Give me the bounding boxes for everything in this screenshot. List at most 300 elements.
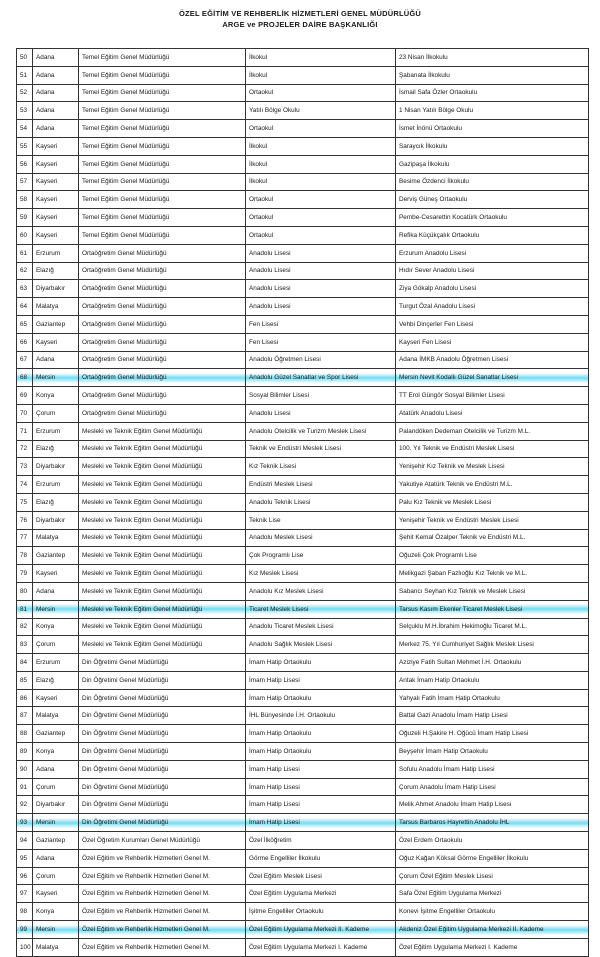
school-type-cell: Sosyal Bilimler Lisesi [246,387,396,405]
row-number-cell: 82 [17,618,33,636]
directorate-cell: Özel Eğitim ve Rehberlik Hizmetleri Genel M. [79,903,246,921]
school-type-cell: İlkokul [246,66,396,84]
school-type-cell: Ortaokul [246,84,396,102]
school-name-cell: Atatürk Anadolu Lisesi [396,404,589,422]
table-row [17,244,589,262]
city-cell: Diyarbakır [33,458,79,476]
row-number-cell: 90 [17,760,33,778]
directorate-cell: Temel Eğitim Genel Müdürlüğü [79,173,246,191]
row-number-cell: 61 [17,244,33,262]
city-cell: Adana [33,49,79,67]
school-name-cell: Hıdır Sever Anadolu Lisesi [396,262,589,280]
school-type-cell: Anadolu Öğretmen Lisesi [246,351,396,369]
directorate-cell: Mesleki ve Teknik Eğitim Genel Müdürlüğü [79,422,246,440]
school-type-cell: İmam Hatip Lisesi [246,760,396,778]
row-number-cell: 63 [17,280,33,298]
city-cell: Gaziantep [33,832,79,850]
row-number-cell: 64 [17,298,33,316]
city-cell: Gaziantep [33,315,79,333]
city-cell: Mersin [33,921,79,939]
city-cell: Elazığ [33,671,79,689]
row-number-cell: 75 [17,493,33,511]
row-number-cell: 68 [17,369,33,387]
row-number-cell: 52 [17,84,33,102]
directorate-cell: Temel Eğitim Genel Müdürlüğü [79,66,246,84]
school-type-cell: İmam Hatip Ortaokulu [246,689,396,707]
school-name-cell: Derviş Güneş Ortaokulu [396,191,589,209]
table-row [17,298,589,316]
school-name-cell: Melikgazi Şaban Fazlıoğlu Kız Teknik ve M.L. [396,565,589,583]
table-row [17,155,589,173]
city-cell: Erzurum [33,422,79,440]
school-name-cell: TT Erol Güngör Sosyal Bilimler Lisesi [396,387,589,405]
table-row [17,778,589,796]
school-type-cell: İmam Hatip Ortaokulu [246,654,396,672]
directorate-cell: Mesleki ve Teknik Eğitim Genel Müdürlüğü [79,582,246,600]
table-row [17,458,589,476]
city-cell: Malatya [33,529,79,547]
directorate-cell: Özel Eğitim ve Rehberlik Hizmetleri Genel M. [79,885,246,903]
table-row [17,137,589,155]
row-number-cell: 81 [17,600,33,618]
city-cell: Mersin [33,600,79,618]
school-name-cell: 1 Nisan Yatılı Bölge Okulu [396,102,589,120]
header-department-title: ARGE ve PROJELER DAİRE BAŞKANLIĞI [222,20,378,29]
school-type-cell: Anadolu Otelcilik ve Turizm Meslek Lisesi [246,422,396,440]
row-number-cell: 100 [17,938,33,956]
table-row [17,938,589,956]
table-row [17,173,589,191]
directorate-cell: Din Öğretimi Genel Müdürlüğü [79,654,246,672]
row-number-cell: 97 [17,885,33,903]
row-number-cell: 69 [17,387,33,405]
city-cell: Elazığ [33,262,79,280]
school-type-cell: Özel Eğitim Uygulama Merkezi II. Kademe [246,921,396,939]
row-number-cell: 99 [17,921,33,939]
table-row [17,315,589,333]
directorate-cell: Mesleki ve Teknik Eğitim Genel Müdürlüğü [79,511,246,529]
directorate-cell: Özel Eğitim ve Rehberlik Hizmetleri Genel M. [79,849,246,867]
row-number-cell: 96 [17,867,33,885]
school-type-cell: Ortaokul [246,209,396,227]
table-row [17,867,589,885]
table-row [17,582,589,600]
school-name-cell: Yenişehir Kız Teknik ve Meslek Lisesi [396,458,589,476]
city-cell: Adana [33,849,79,867]
table-row [17,262,589,280]
directorate-cell: Temel Eğitim Genel Müdürlüğü [79,102,246,120]
school-type-cell: Fen Lisesi [246,333,396,351]
school-name-cell: Safa Özel Eğitim Uygulama Merkezi [396,885,589,903]
table-row [17,440,589,458]
school-type-cell: Yatılı Bölge Okulu [246,102,396,120]
school-type-cell: İmam Hatip Lisesi [246,671,396,689]
school-type-cell: İmam Hatip Ortaokulu [246,743,396,761]
directorate-cell: Temel Eğitim Genel Müdürlüğü [79,226,246,244]
city-cell: Malatya [33,298,79,316]
city-cell: Kayseri [33,191,79,209]
table-row [17,636,589,654]
directorate-cell: Mesleki ve Teknik Eğitim Genel Müdürlüğü [79,565,246,583]
school-type-cell: Özel Eğitim Uygulama Merkezi I. Kademe [246,938,396,956]
school-name-cell: Antak İmam Hatip Ortaokulu [396,671,589,689]
city-cell: Kayseri [33,226,79,244]
school-name-cell: Aziziye Fatih Sultan Mehmet İ.H. Ortaokulu [396,654,589,672]
school-type-cell: Anadolu Meslek Lisesi [246,529,396,547]
directorate-cell: Ortaöğretim Genel Müdürlüğü [79,315,246,333]
city-cell: Adana [33,66,79,84]
school-type-cell: Teknik ve Endüstri Meslek Lisesi [246,440,396,458]
school-name-cell: Sofulu Anadolu İmam Hatip Lisesi [396,760,589,778]
school-type-cell: Ticaret Meslek Lisesi [246,600,396,618]
row-number-cell: 94 [17,832,33,850]
directorate-cell: Özel Eğitim ve Rehberlik Hizmetleri Genel M. [79,867,246,885]
directorate-cell: Özel Eğitim ve Rehberlik Hizmetleri Genel M. [79,921,246,939]
row-number-cell: 66 [17,333,33,351]
school-name-cell: Özel Eğitim Uygulama Merkezi I. Kademe [396,938,589,956]
school-name-cell: Palu Kız Teknik ve Meslek Lisesi [396,493,589,511]
city-cell: Adana [33,84,79,102]
city-cell: Malatya [33,938,79,956]
directorate-cell: Mesleki ve Teknik Eğitim Genel Müdürlüğü [79,493,246,511]
directorate-cell: Din Öğretimi Genel Müdürlüğü [79,725,246,743]
city-cell: Malatya [33,707,79,725]
city-cell: Mersin [33,814,79,832]
table-row [17,102,589,120]
table-row [17,404,589,422]
table-row [17,529,589,547]
row-number-cell: 59 [17,209,33,227]
city-cell: Konya [33,387,79,405]
city-cell: Konya [33,618,79,636]
directorate-cell: Mesleki ve Teknik Eğitim Genel Müdürlüğü [79,458,246,476]
table-row [17,707,589,725]
city-cell: Çorum [33,867,79,885]
school-name-cell: 23 Nisan İlkokulu [396,49,589,67]
row-number-cell: 74 [17,476,33,494]
school-name-cell: İsmet İnönü Ortaokulu [396,120,589,138]
table-row [17,618,589,636]
table-row [17,671,589,689]
row-number-cell: 77 [17,529,33,547]
row-number-cell: 98 [17,903,33,921]
row-number-cell: 89 [17,743,33,761]
school-type-cell: Anadolu Sağlık Meslek Lisesi [246,636,396,654]
directorate-cell: Temel Eğitim Genel Müdürlüğü [79,209,246,227]
school-name-cell: Saraycık İlkokulu [396,137,589,155]
directorate-cell: Din Öğretimi Genel Müdürlüğü [79,778,246,796]
school-type-cell: Anadolu Lisesi [246,298,396,316]
directorate-cell: Mesleki ve Teknik Eğitim Genel Müdürlüğü [79,547,246,565]
school-name-cell: Akdeniz Özel Eğitim Uygulama Merkezi II. Kademe [396,921,589,939]
directorate-cell: Mesleki ve Teknik Eğitim Genel Müdürlüğü [79,618,246,636]
row-number-cell: 80 [17,582,33,600]
city-cell: Gaziantep [33,547,79,565]
city-cell: Kayseri [33,885,79,903]
school-type-cell: Görme Engelliler İlkokulu [246,849,396,867]
school-name-cell: Çorum Anadolu İmam Hatip Lisesi [396,778,589,796]
school-name-cell: Özel Erdem Ortaokulu [396,832,589,850]
school-type-cell: İmam Hatip Ortaokulu [246,725,396,743]
city-cell: Kayseri [33,333,79,351]
table-row [17,333,589,351]
school-name-cell: Yakutiye Atatürk Teknik ve Endüstri M.L. [396,476,589,494]
table-row [17,511,589,529]
row-number-cell: 51 [17,66,33,84]
row-number-cell: 55 [17,137,33,155]
city-cell: Çorum [33,778,79,796]
directorate-cell: Din Öğretimi Genel Müdürlüğü [79,707,246,725]
school-name-cell: Şabanata İlkokulu [396,66,589,84]
city-cell: Gaziantep [33,725,79,743]
row-number-cell: 71 [17,422,33,440]
school-name-cell: Adana İMKB Anadolu Öğretmen Lisesi [396,351,589,369]
city-cell: Adana [33,102,79,120]
directorate-cell: Mesleki ve Teknik Eğitim Genel Müdürlüğü [79,529,246,547]
row-number-cell: 53 [17,102,33,120]
city-cell: Çorum [33,636,79,654]
school-type-cell: Fen Lisesi [246,315,396,333]
school-name-cell: Melik Ahmet Anadolu İmam Hatip Lisesi [396,796,589,814]
school-type-cell: Ortaokul [246,191,396,209]
directorate-cell: Ortaöğretim Genel Müdürlüğü [79,387,246,405]
directorate-cell: Din Öğretimi Genel Müdürlüğü [79,760,246,778]
table-row-highlighted [17,921,589,939]
school-name-cell: Sabancı Seyhan Kız Teknik ve Meslek Lisesi [396,582,589,600]
city-cell: Mersin [33,369,79,387]
city-cell: Kayseri [33,137,79,155]
city-cell: Konya [33,743,79,761]
city-cell: Kayseri [33,209,79,227]
row-number-cell: 92 [17,796,33,814]
directorate-cell: Ortaöğretim Genel Müdürlüğü [79,333,246,351]
school-name-cell: Oğuzeli Çok Programlı Lise [396,547,589,565]
table-row [17,547,589,565]
table-row [17,493,589,511]
city-cell: Kayseri [33,689,79,707]
table-row [17,654,589,672]
table-row [17,209,589,227]
row-number-cell: 85 [17,671,33,689]
table-row-highlighted [17,600,589,618]
school-type-cell: İmam Hatip Lisesi [246,814,396,832]
directorate-cell: Temel Eğitim Genel Müdürlüğü [79,137,246,155]
row-number-cell: 56 [17,155,33,173]
table-row [17,832,589,850]
school-name-cell: Vehbi Dinçerler Fen Lisesi [396,315,589,333]
city-cell: Adana [33,120,79,138]
table-row [17,351,589,369]
school-name-cell: 100. Yıl Teknik ve Endüstri Meslek Lisesi [396,440,589,458]
school-type-cell: Kız Teknik Lisesi [246,458,396,476]
row-number-cell: 87 [17,707,33,725]
directorate-cell: Ortaöğretim Genel Müdürlüğü [79,244,246,262]
school-name-cell: Battal Gazi Anadolu İmam Hatip Lisesi [396,707,589,725]
table-row [17,280,589,298]
table-row [17,387,589,405]
row-number-cell: 62 [17,262,33,280]
school-name-cell: İsmail Safa Özler Ortaokulu [396,84,589,102]
row-number-cell: 67 [17,351,33,369]
city-cell: Kayseri [33,565,79,583]
directorate-cell: Ortaöğretim Genel Müdürlüğü [79,262,246,280]
row-number-cell: 72 [17,440,33,458]
city-cell: Elazığ [33,440,79,458]
directorate-cell: Ortaöğretim Genel Müdürlüğü [79,298,246,316]
city-cell: Çorum [33,404,79,422]
table-row [17,49,589,67]
city-cell: Diyarbakır [33,796,79,814]
school-name-cell: Refika Küçükçalık Ortaokulu [396,226,589,244]
city-cell: Erzurum [33,244,79,262]
city-cell: Erzurum [33,654,79,672]
directorate-cell: Temel Eğitim Genel Müdürlüğü [79,191,246,209]
directorate-cell: Din Öğretimi Genel Müdürlüğü [79,689,246,707]
row-number-cell: 79 [17,565,33,583]
school-name-cell: Erzurum Anadolu Lisesi [396,244,589,262]
table-row [17,66,589,84]
row-number-cell: 60 [17,226,33,244]
school-name-cell: Tarsus Kasım Ekenler Ticaret Meslek Lisesi [396,600,589,618]
directorate-cell: Din Öğretimi Genel Müdürlüğü [79,814,246,832]
school-name-cell: Oğuz Kağan Köksal Görme Engelliler İlkokulu [396,849,589,867]
row-number-cell: 78 [17,547,33,565]
city-cell: Adana [33,582,79,600]
school-name-cell: Palandöken Dedeman Otelcilik ve Turizm M.L. [396,422,589,440]
city-cell: Konya [33,903,79,921]
directorate-cell: Mesleki ve Teknik Eğitim Genel Müdürlüğü [79,476,246,494]
school-name-cell: Oğuzeli H.Şakire H. Oğücü İmam Hatip Lisesi [396,725,589,743]
school-name-cell: Kayseri Fen Lisesi [396,333,589,351]
school-type-cell: İlkokul [246,173,396,191]
row-number-cell: 88 [17,725,33,743]
school-name-cell: Gazipaşa İlkokulu [396,155,589,173]
schools-table [16,48,589,957]
city-cell: Kayseri [33,173,79,191]
directorate-cell: Temel Eğitim Genel Müdürlüğü [79,120,246,138]
table-row [17,760,589,778]
directorate-cell: Mesleki ve Teknik Eğitim Genel Müdürlüğü [79,440,246,458]
directorate-cell: Temel Eğitim Genel Müdürlüğü [79,49,246,67]
schools-table-body [17,49,589,957]
row-number-cell: 84 [17,654,33,672]
row-number-cell: 70 [17,404,33,422]
school-type-cell: Teknik Lise [246,511,396,529]
school-name-cell: Şehit Kemal Özalper Teknik ve Endüstri M.L. [396,529,589,547]
school-name-cell: Ziya Gökalp Anadolu Lisesi [396,280,589,298]
school-type-cell: Özel Eğitim Uygulama Merkezi [246,885,396,903]
city-cell: Elazığ [33,493,79,511]
city-cell: Kayseri [33,155,79,173]
directorate-cell: Mesleki ve Teknik Eğitim Genel Müdürlüğü [79,600,246,618]
school-name-cell: Yenişehir Teknik ve Endüstri Meslek Lisesi [396,511,589,529]
row-number-cell: 58 [17,191,33,209]
row-number-cell: 65 [17,315,33,333]
table-row-highlighted [17,369,589,387]
school-type-cell: İHL Bünyesinde İ.H. Ortaokulu [246,707,396,725]
school-type-cell: Anadolu Lisesi [246,280,396,298]
directorate-cell: Din Öğretimi Genel Müdürlüğü [79,671,246,689]
city-cell: Erzurum [33,476,79,494]
school-name-cell: Mersin Nevit Kodallı Güzel Sanatlar Lisesi [396,369,589,387]
school-name-cell: Yahyalı Fatih İmam Hatip Ortaokulu [396,689,589,707]
row-number-cell: 76 [17,511,33,529]
table-row [17,689,589,707]
school-name-cell: Merkez 75. Yıl Cumhuriyet Sağlık Meslek Lisesi [396,636,589,654]
directorate-cell: Ortaöğretim Genel Müdürlüğü [79,280,246,298]
directorate-cell: Temel Eğitim Genel Müdürlüğü [79,84,246,102]
school-name-cell: Çorum Özel Eğitim Meslek Lisesi [396,867,589,885]
city-cell: Diyarbakır [33,511,79,529]
row-number-cell: 73 [17,458,33,476]
directorate-cell: Din Öğretimi Genel Müdürlüğü [79,743,246,761]
school-type-cell: Çok Programlı Lise [246,547,396,565]
school-name-cell: Tarsus Barbaros Hayrettin Anadolu İHL [396,814,589,832]
school-type-cell: Anadolu Lisesi [246,404,396,422]
school-type-cell: Anadolu Ticaret Meslek Lisesi [246,618,396,636]
table-row [17,226,589,244]
school-type-cell: Kız Meslek Lisesi [246,565,396,583]
school-type-cell: Ortaokul [246,226,396,244]
school-type-cell: Anadolu Lisesi [246,262,396,280]
table-row [17,422,589,440]
row-number-cell: 57 [17,173,33,191]
school-type-cell: Özel Eğitim Meslek Lisesi [246,867,396,885]
school-type-cell: Özel İlköğretim [246,832,396,850]
directorate-cell: Temel Eğitim Genel Müdürlüğü [79,155,246,173]
table-row [17,885,589,903]
school-type-cell: Ortaokul [246,120,396,138]
table-row [17,796,589,814]
school-name-cell: Turgut Özal Anadolu Lisesi [396,298,589,316]
school-type-cell: Anadolu Kız Meslek Lisesi [246,582,396,600]
row-number-cell: 86 [17,689,33,707]
row-number-cell: 91 [17,778,33,796]
city-cell: Diyarbakır [33,280,79,298]
school-name-cell: Besime Özdenci İlkokulu [396,173,589,191]
city-cell: Adana [33,351,79,369]
table-row [17,565,589,583]
school-type-cell: İlkokul [246,137,396,155]
school-type-cell: Endüstri Meslek Lisesi [246,476,396,494]
row-number-cell: 93 [17,814,33,832]
school-type-cell: İmam Hatip Lisesi [246,796,396,814]
directorate-cell: Din Öğretimi Genel Müdürlüğü [79,796,246,814]
school-name-cell: Pembe-Cesarettin Kocatürk Ortaokulu [396,209,589,227]
school-name-cell: Beyşehir İmam Hatip Ortaokulu [396,743,589,761]
school-type-cell: İmam Hatip Lisesi [246,778,396,796]
city-cell: Adana [33,760,79,778]
table-row-highlighted [17,814,589,832]
school-type-cell: İlkokul [246,49,396,67]
school-name-cell: Konevi İşitme Engelliler Ortaokulu [396,903,589,921]
document-header [0,8,600,30]
table-row [17,743,589,761]
table-row [17,191,589,209]
table-row [17,903,589,921]
directorate-cell: Özel Eğitim ve Rehberlik Hizmetleri Genel M. [79,938,246,956]
directorate-cell: Ortaöğretim Genel Müdürlüğü [79,404,246,422]
directorate-cell: Mesleki ve Teknik Eğitim Genel Müdürlüğü [79,636,246,654]
directorate-cell: Ortaöğretim Genel Müdürlüğü [79,351,246,369]
header-directorate-title: ÖZEL EĞİTİM VE REHBERLİK HİZMETLERİ GENEL MÜDÜRLÜĞÜ [178,9,421,18]
directorate-cell: Ortaöğretim Genel Müdürlüğü [79,369,246,387]
school-type-cell: Anadolu Lisesi [246,244,396,262]
school-name-cell: Selçuklu M.H.İbrahim Hekimoğlu Ticaret M.L. [396,618,589,636]
school-type-cell: Anadolu Teknik Lisesi [246,493,396,511]
table-row [17,476,589,494]
row-number-cell: 83 [17,636,33,654]
